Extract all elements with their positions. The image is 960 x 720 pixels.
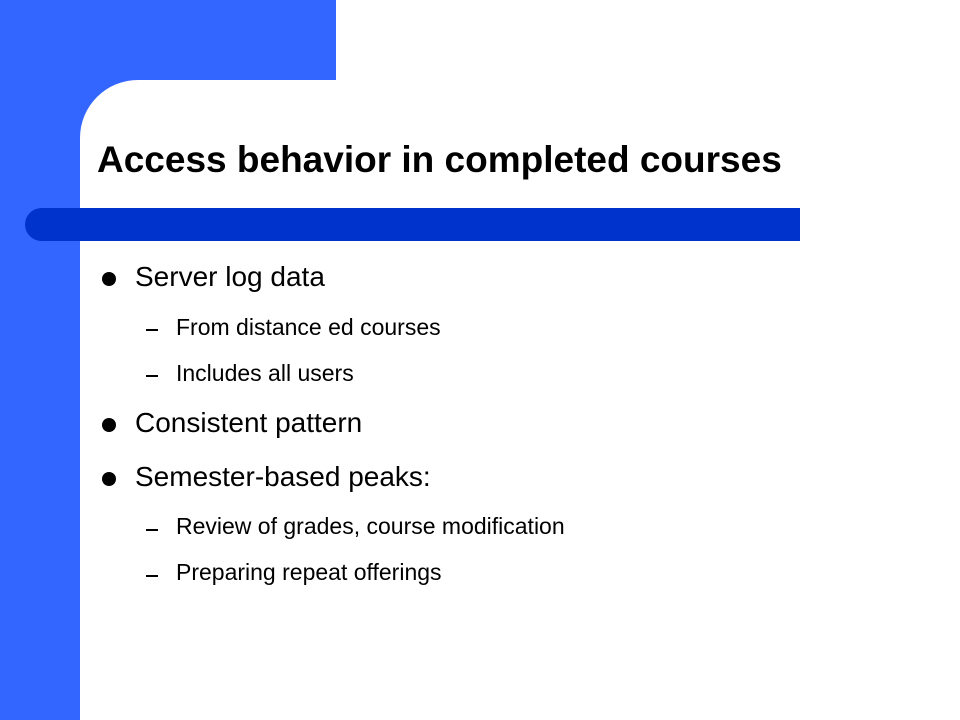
dash-icon [146,375,158,377]
dash-icon [146,575,158,577]
bullet-item: Consistent pattern [135,407,363,438]
sub-bullet-item: From distance ed courses [176,314,441,340]
slide-title: Access behavior in completed courses [97,139,782,180]
sub-bullet-item: Includes all users [176,360,354,386]
bullet-item: Server log data [135,261,325,292]
bullet-dot-icon [102,272,116,286]
dash-icon [146,329,158,331]
bullet-dot-icon [102,472,116,486]
dash-icon [146,529,158,531]
sub-bullet-item: Preparing repeat offerings [176,559,442,585]
bullet-dot-icon [102,418,116,432]
sub-bullet-item: Review of grades, course modification [176,513,565,539]
bullet-item: Semester-based peaks: [135,461,431,492]
